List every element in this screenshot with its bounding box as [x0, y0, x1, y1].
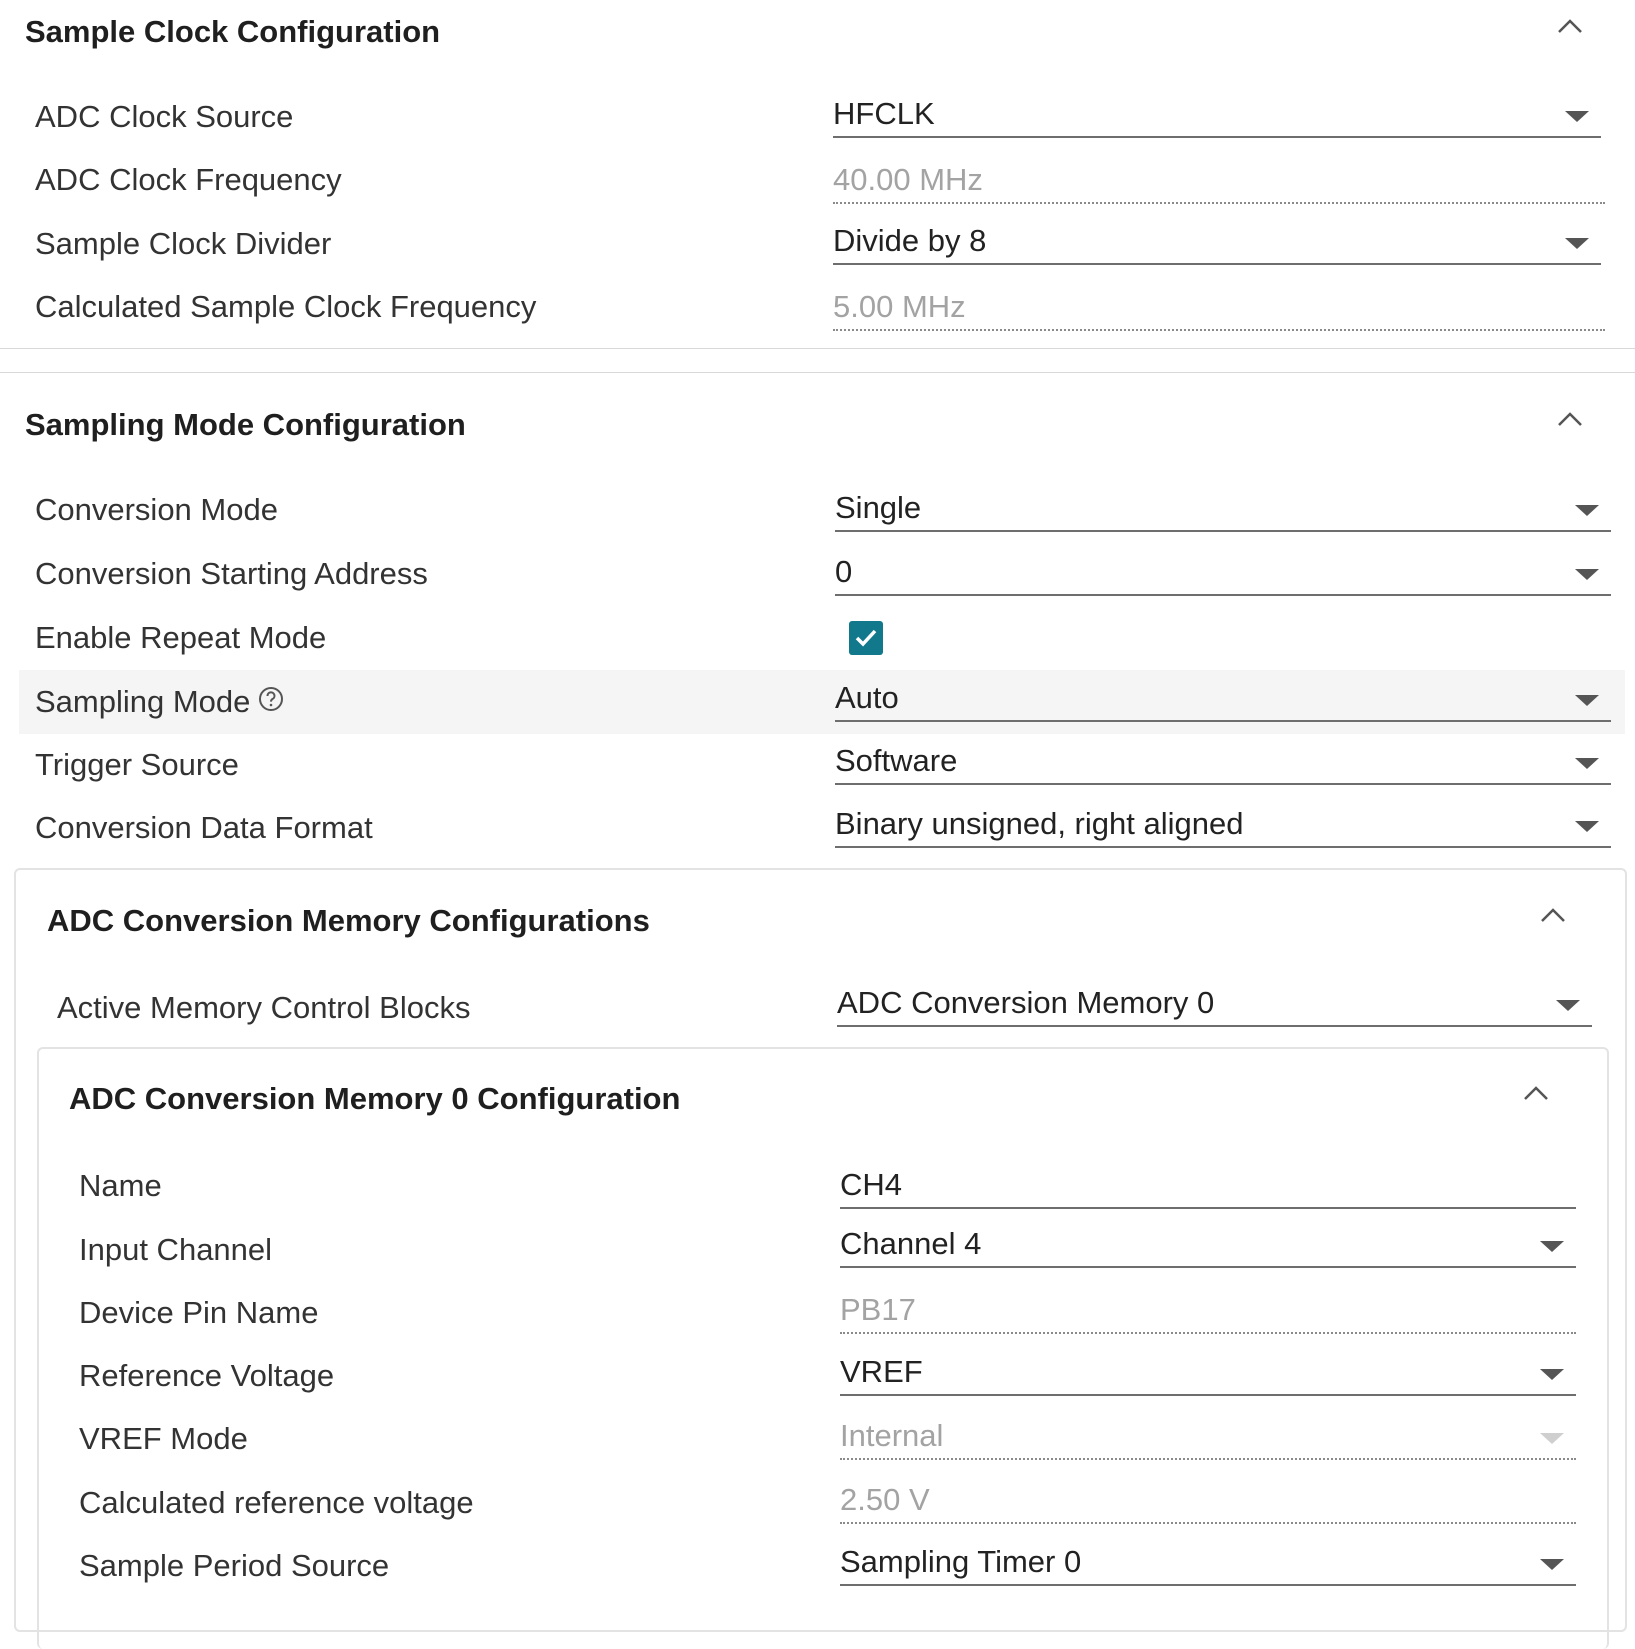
- calc-sample-clock-freq-field: [833, 289, 1605, 331]
- mem0-name-label: Name: [79, 1168, 162, 1203]
- sampling-mode-title: Sampling Mode Configuration: [25, 407, 466, 442]
- enable-repeat-mode-checkbox[interactable]: [849, 621, 883, 655]
- section-divider: [0, 372, 1635, 373]
- trigger-source-label: Trigger Source: [35, 747, 239, 782]
- sample-clock-divider-select[interactable]: [833, 223, 1601, 265]
- dropdown-arrow-icon: [1540, 1369, 1564, 1380]
- active-memory-blocks-value: ADC Conversion Memory 0: [837, 985, 1215, 1020]
- dropdown-arrow-icon: [1565, 238, 1589, 249]
- adc-clock-source-select[interactable]: [833, 96, 1601, 138]
- adc-clock-source-label: ADC Clock Source: [35, 99, 294, 134]
- adc-clock-frequency-value: 40.00 MHz: [833, 162, 983, 197]
- collapse-memory0-icon[interactable]: [1522, 1083, 1550, 1103]
- mem0-name-input[interactable]: [840, 1167, 1576, 1209]
- mem0-input-channel-value: Channel 4: [840, 1226, 982, 1261]
- mem0-vref-mode-label: VREF Mode: [79, 1421, 248, 1456]
- mem0-vref-mode-select: [840, 1418, 1576, 1460]
- mem0-device-pin-label: Device Pin Name: [79, 1295, 319, 1330]
- mem0-input-channel-label: Input Channel: [79, 1232, 273, 1267]
- calc-sample-clock-freq-value: 5.00 MHz: [833, 289, 966, 324]
- conversion-start-addr-select[interactable]: [835, 554, 1611, 596]
- adc-clock-frequency-label: ADC Clock Frequency: [35, 162, 342, 197]
- dropdown-arrow-icon: [1540, 1241, 1564, 1252]
- mem0-calc-ref-voltage-label: Calculated reference voltage: [79, 1485, 474, 1520]
- section-divider: [0, 348, 1635, 349]
- calc-sample-clock-freq-label: Calculated Sample Clock Frequency: [35, 289, 537, 324]
- sampling-mode-label: [35, 684, 284, 722]
- dropdown-arrow-icon: [1540, 1559, 1564, 1570]
- sample-clock-divider-value: Divide by 8: [833, 223, 987, 258]
- mem0-ref-voltage-select[interactable]: [840, 1354, 1576, 1396]
- help-icon[interactable]: [258, 684, 284, 720]
- mem0-vref-mode-value: Internal: [840, 1418, 944, 1453]
- dropdown-arrow-icon: [1565, 111, 1589, 122]
- collapse-sample-clock-icon[interactable]: [1556, 16, 1584, 36]
- mem0-device-pin-field: [840, 1292, 1576, 1334]
- dropdown-arrow-icon: [1540, 1433, 1564, 1444]
- conversion-data-format-value: Binary unsigned, right aligned: [835, 806, 1244, 841]
- dropdown-arrow-icon: [1575, 758, 1599, 769]
- adc-clock-source-value: HFCLK: [833, 96, 935, 131]
- trigger-source-value: Software: [835, 743, 958, 778]
- dropdown-arrow-icon: [1575, 505, 1599, 516]
- memory-configs-title: ADC Conversion Memory Configurations: [47, 903, 650, 938]
- conversion-start-addr-label: Conversion Starting Address: [35, 556, 428, 591]
- memory0-title: ADC Conversion Memory 0 Configuration: [69, 1081, 681, 1116]
- mem0-input-channel-select[interactable]: [840, 1226, 1576, 1268]
- active-memory-blocks-select[interactable]: [837, 985, 1592, 1027]
- sample-clock-divider-label: Sample Clock Divider: [35, 226, 332, 261]
- sampling-mode-label-text: Sampling Mode: [35, 684, 251, 719]
- mem0-ref-voltage-value: VREF: [840, 1354, 923, 1389]
- conversion-data-format-label: Conversion Data Format: [35, 810, 373, 845]
- mem0-sample-period-source-select[interactable]: [840, 1544, 1576, 1586]
- mem0-device-pin-value: PB17: [840, 1292, 916, 1327]
- collapse-sampling-mode-icon[interactable]: [1556, 409, 1584, 429]
- mem0-sample-period-source-value: Sampling Timer 0: [840, 1544, 1082, 1579]
- dropdown-arrow-icon: [1575, 569, 1599, 580]
- mem0-ref-voltage-label: Reference Voltage: [79, 1358, 335, 1393]
- active-memory-blocks-label: Active Memory Control Blocks: [57, 990, 471, 1025]
- conversion-mode-value: Single: [835, 490, 922, 525]
- dropdown-arrow-icon: [1556, 1000, 1580, 1011]
- enable-repeat-mode-label: Enable Repeat Mode: [35, 620, 327, 655]
- sample-clock-title: Sample Clock Configuration: [25, 14, 441, 49]
- conversion-start-addr-value: 0: [835, 554, 853, 589]
- sampling-mode-value: Auto: [835, 680, 899, 715]
- mem0-sample-period-source-label: Sample Period Source: [79, 1548, 390, 1583]
- checkmark-icon: [849, 621, 883, 655]
- adc-clock-frequency-field: [833, 162, 1605, 204]
- dropdown-arrow-icon: [1575, 821, 1599, 832]
- trigger-source-select[interactable]: [835, 743, 1611, 785]
- sampling-mode-select[interactable]: [835, 680, 1611, 722]
- conversion-data-format-select[interactable]: [835, 806, 1611, 848]
- dropdown-arrow-icon: [1575, 695, 1599, 706]
- conversion-mode-label: Conversion Mode: [35, 492, 278, 527]
- mem0-calc-ref-voltage-value: 2.50 V: [840, 1482, 930, 1517]
- mem0-calc-ref-voltage-field: [840, 1482, 1576, 1524]
- mem0-name-value: CH4: [840, 1167, 903, 1202]
- collapse-memory-configs-icon[interactable]: [1539, 905, 1567, 925]
- conversion-mode-select[interactable]: [835, 490, 1611, 532]
